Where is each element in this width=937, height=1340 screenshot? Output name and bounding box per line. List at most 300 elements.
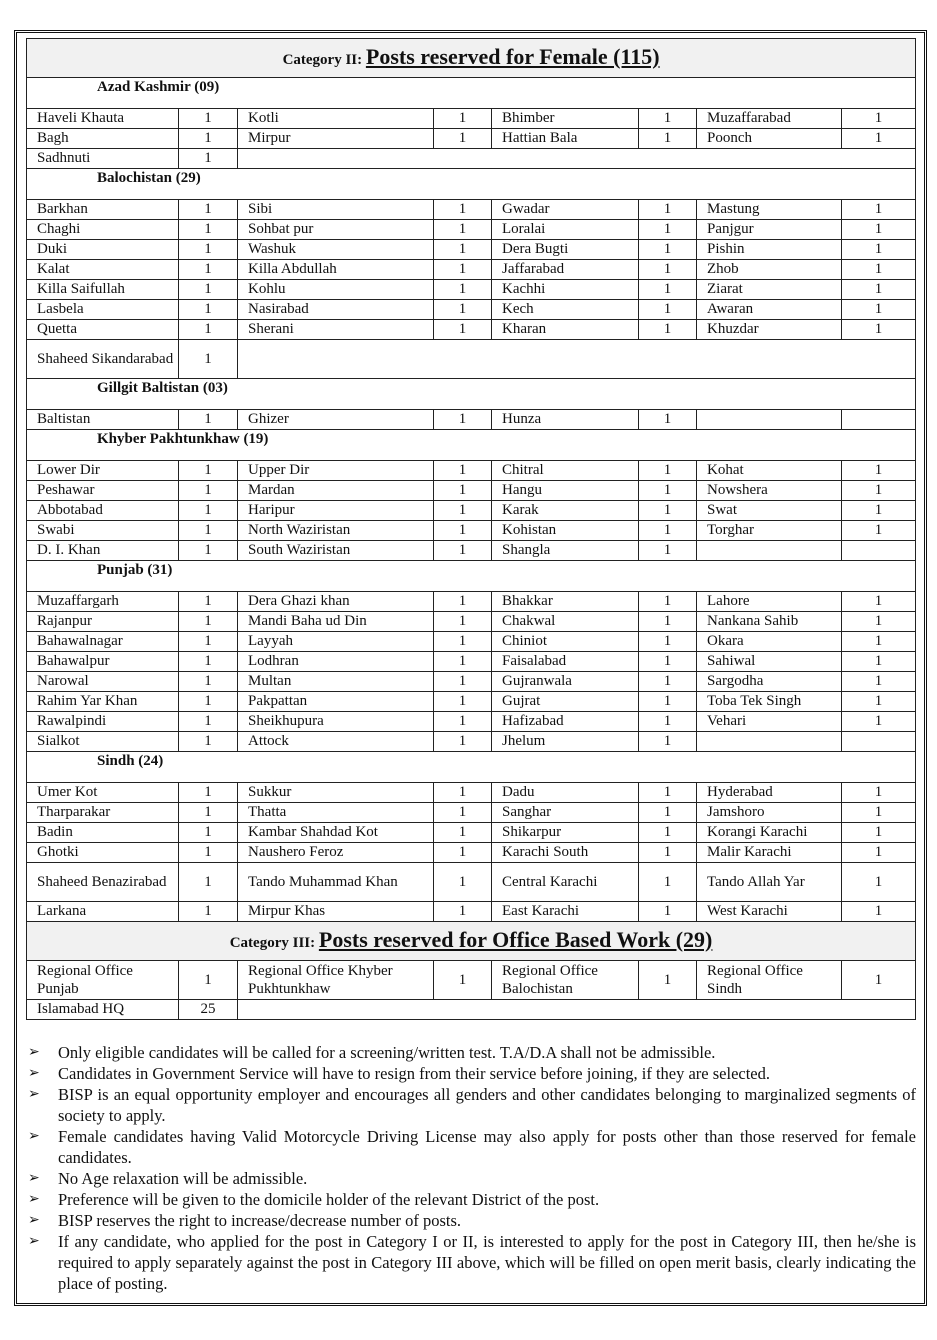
post-count: 1 <box>639 592 697 612</box>
post-count: 1 <box>179 541 238 561</box>
post-count: 1 <box>179 712 238 732</box>
district-name: Sargodha <box>697 672 842 692</box>
notes-list <box>28 1042 916 1294</box>
note-item <box>28 1210 916 1231</box>
arrow-bullet-icon: ➢ <box>28 1128 40 1144</box>
post-count: 1 <box>434 712 492 732</box>
note-text: Female candidates having Valid Motorcycle Driving License may also apply for posts other than those reserved for female candidates. <box>58 1127 916 1167</box>
post-count: 1 <box>639 902 697 922</box>
category-label: Category II: <box>282 51 366 68</box>
post-count: 1 <box>179 149 238 169</box>
post-count: 1 <box>434 592 492 612</box>
district-name: North Waziristan <box>238 521 434 541</box>
table-row <box>27 129 916 149</box>
note-text: No Age relaxation will be admissible. <box>58 1169 308 1188</box>
district-name: Sialkot <box>27 732 179 752</box>
district-name: Sherani <box>238 320 434 340</box>
table-row <box>27 612 916 632</box>
post-count: 1 <box>639 200 697 220</box>
table-row <box>27 521 916 541</box>
post-count: 1 <box>434 200 492 220</box>
district-name: Khuzdar <box>697 320 842 340</box>
post-count: 1 <box>434 843 492 863</box>
post-count: 1 <box>179 672 238 692</box>
province-header <box>27 752 916 783</box>
district-name: Baltistan <box>27 410 179 430</box>
district-name: Kalat <box>27 260 179 280</box>
post-count: 1 <box>434 632 492 652</box>
district-name: Badin <box>27 823 179 843</box>
post-count: 1 <box>179 320 238 340</box>
post-count: 1 <box>434 109 492 129</box>
district-name: Regional Office Sindh <box>697 961 842 1000</box>
post-count: 1 <box>434 612 492 632</box>
category-title: Posts reserved for Female (115) <box>365 43 660 69</box>
district-name: Barkhan <box>27 200 179 220</box>
note-item <box>28 1126 916 1168</box>
district-name: Pakpattan <box>238 692 434 712</box>
post-count: 1 <box>434 823 492 843</box>
post-count: 1 <box>179 220 238 240</box>
post-count: 1 <box>434 541 492 561</box>
post-count: 1 <box>179 632 238 652</box>
district-name: Mandi Baha ud Din <box>238 612 434 632</box>
district-name: Quetta <box>27 320 179 340</box>
district-name: Duki <box>27 240 179 260</box>
table-row <box>27 149 916 169</box>
district-name: Awaran <box>697 300 842 320</box>
post-count: 1 <box>639 481 697 501</box>
province-header <box>27 78 916 109</box>
district-name: Gwadar <box>492 200 639 220</box>
post-count: 1 <box>639 129 697 149</box>
post-count: 1 <box>434 461 492 481</box>
post-count: 1 <box>842 260 916 280</box>
post-count: 1 <box>179 129 238 149</box>
district-name: Sanghar <box>492 803 639 823</box>
post-count: 1 <box>179 260 238 280</box>
post-count: 1 <box>434 501 492 521</box>
district-name: Chakwal <box>492 612 639 632</box>
district-name: Hafizabad <box>492 712 639 732</box>
district-name: Umer Kot <box>27 783 179 803</box>
post-count: 1 <box>639 320 697 340</box>
post-count <box>842 732 916 752</box>
district-name: Zhob <box>697 260 842 280</box>
note-item <box>28 1168 916 1189</box>
district-name: Bahawalpur <box>27 652 179 672</box>
post-count: 1 <box>639 260 697 280</box>
district-name: Tharparakar <box>27 803 179 823</box>
table-row <box>27 672 916 692</box>
district-name: Sibi <box>238 200 434 220</box>
table-row <box>27 200 916 220</box>
post-count: 1 <box>639 410 697 430</box>
post-count: 1 <box>179 109 238 129</box>
post-count: 1 <box>842 129 916 149</box>
category-title: Posts reserved for Office Based Work (29) <box>318 926 713 952</box>
post-count: 1 <box>842 632 916 652</box>
district-name: Dera Ghazi khan <box>238 592 434 612</box>
post-count: 1 <box>434 481 492 501</box>
post-count: 1 <box>639 692 697 712</box>
post-count: 25 <box>179 1000 238 1020</box>
post-count: 1 <box>434 410 492 430</box>
post-count: 1 <box>434 320 492 340</box>
post-count <box>842 541 916 561</box>
province-name-balochistan-29: Balochistan (29) <box>27 169 916 200</box>
post-count: 1 <box>842 461 916 481</box>
district-name: Kachhi <box>492 280 639 300</box>
post-count: 1 <box>434 803 492 823</box>
district-name <box>697 410 842 430</box>
post-count: 1 <box>639 220 697 240</box>
note-text: Preference will be given to the domicile holder of the relevant District of the post. <box>58 1190 600 1209</box>
district-name <box>697 732 842 752</box>
post-count: 1 <box>639 300 697 320</box>
table-row <box>27 732 916 752</box>
table-row <box>27 541 916 561</box>
post-count: 1 <box>179 200 238 220</box>
posts-document <box>26 38 915 1020</box>
post-count: 1 <box>842 902 916 922</box>
district-name: Shikarpur <box>492 823 639 843</box>
post-count: 1 <box>842 783 916 803</box>
district-name: Layyah <box>238 632 434 652</box>
post-count: 1 <box>179 803 238 823</box>
table-row <box>27 320 916 340</box>
district-name: Kohistan <box>492 521 639 541</box>
district-name: Gujranwala <box>492 672 639 692</box>
post-count: 1 <box>179 501 238 521</box>
post-count: 1 <box>179 521 238 541</box>
province-header <box>27 561 916 592</box>
district-name: Attock <box>238 732 434 752</box>
post-count: 1 <box>434 732 492 752</box>
post-count: 1 <box>434 672 492 692</box>
table-row <box>27 803 916 823</box>
district-name: South Waziristan <box>238 541 434 561</box>
note-item <box>28 1084 916 1126</box>
district-name: Kech <box>492 300 639 320</box>
district-name: Kharan <box>492 320 639 340</box>
district-name: Pishin <box>697 240 842 260</box>
district-name: Naushero Feroz <box>238 843 434 863</box>
table-row <box>27 632 916 652</box>
district-name: Swat <box>697 501 842 521</box>
district-name: Rajanpur <box>27 612 179 632</box>
table-row <box>27 823 916 843</box>
district-name: Narowal <box>27 672 179 692</box>
district-name: Poonch <box>697 129 842 149</box>
district-name: Korangi Karachi <box>697 823 842 843</box>
table-row <box>27 410 916 430</box>
district-name: Toba Tek Singh <box>697 692 842 712</box>
table-row <box>27 902 916 922</box>
category-ii-header <box>27 39 916 78</box>
district-name: Kohat <box>697 461 842 481</box>
arrow-bullet-icon: ➢ <box>28 1065 40 1081</box>
district-name: Upper Dir <box>238 461 434 481</box>
post-count: 1 <box>639 280 697 300</box>
district-name: Rahim Yar Khan <box>27 692 179 712</box>
category-label: Category III: <box>229 934 319 951</box>
post-count: 1 <box>179 823 238 843</box>
district-name: Mardan <box>238 481 434 501</box>
post-count: 1 <box>179 863 238 902</box>
post-count: 1 <box>434 280 492 300</box>
district-name: Shaheed Benazirabad <box>27 863 179 902</box>
posts-table <box>26 38 916 1020</box>
note-item <box>28 1063 916 1084</box>
district-name: Ziarat <box>697 280 842 300</box>
district-name: Central Karachi <box>492 863 639 902</box>
post-count <box>842 410 916 430</box>
province-name-gillgit-baltistan-03: Gillgit Baltistan (03) <box>27 379 916 410</box>
post-count: 1 <box>639 783 697 803</box>
district-name: East Karachi <box>492 902 639 922</box>
note-text: Candidates in Government Service will have to resign from their service before joining, if they are selected. <box>58 1064 771 1083</box>
district-name: Lahore <box>697 592 842 612</box>
post-count: 1 <box>434 961 492 1000</box>
district-name: Regional Office Punjab <box>27 961 179 1000</box>
post-count: 1 <box>639 521 697 541</box>
district-name: Islamabad HQ <box>27 1000 179 1020</box>
post-count: 1 <box>179 280 238 300</box>
post-count: 1 <box>434 300 492 320</box>
post-count: 1 <box>434 260 492 280</box>
post-count: 1 <box>842 863 916 902</box>
table-row <box>27 461 916 481</box>
post-count: 1 <box>179 410 238 430</box>
table-row <box>27 260 916 280</box>
table-row <box>27 340 916 379</box>
district-name: Tando Allah Yar <box>697 863 842 902</box>
post-count: 1 <box>639 803 697 823</box>
district-name: Bagh <box>27 129 179 149</box>
post-count: 1 <box>179 652 238 672</box>
empty-cell <box>238 1000 916 1020</box>
post-count: 1 <box>639 823 697 843</box>
district-name: Okara <box>697 632 842 652</box>
province-name-punjab-31: Punjab (31) <box>27 561 916 592</box>
post-count: 1 <box>639 461 697 481</box>
district-name: Loralai <box>492 220 639 240</box>
district-name: Jaffarabad <box>492 260 639 280</box>
category-iii-header <box>27 922 916 961</box>
note-item <box>28 1189 916 1210</box>
post-count: 1 <box>639 541 697 561</box>
table-row <box>27 712 916 732</box>
district-name: Regional Office Balochistan <box>492 961 639 1000</box>
district-name: Abbotabad <box>27 501 179 521</box>
district-name: Mirpur Khas <box>238 902 434 922</box>
district-name: West Karachi <box>697 902 842 922</box>
post-count: 1 <box>842 843 916 863</box>
arrow-bullet-icon: ➢ <box>28 1086 40 1102</box>
district-name: Killa Abdullah <box>238 260 434 280</box>
district-name: Jhelum <box>492 732 639 752</box>
post-count: 1 <box>179 240 238 260</box>
district-name: Sohbat pur <box>238 220 434 240</box>
post-count: 1 <box>179 592 238 612</box>
post-count: 1 <box>179 902 238 922</box>
post-count: 1 <box>434 863 492 902</box>
note-text: BISP is an equal opportunity employer and encourages all genders and other candidates belonging to marginalized segments of society to apply. <box>58 1085 916 1125</box>
post-count: 1 <box>842 240 916 260</box>
post-count: 1 <box>434 902 492 922</box>
note-item <box>28 1042 916 1063</box>
arrow-bullet-icon: ➢ <box>28 1212 40 1228</box>
district-name: Hangu <box>492 481 639 501</box>
district-name: Karak <box>492 501 639 521</box>
district-name: Karachi South <box>492 843 639 863</box>
district-name: Thatta <box>238 803 434 823</box>
district-name: Chaghi <box>27 220 179 240</box>
post-count: 1 <box>639 632 697 652</box>
district-name: Bhimber <box>492 109 639 129</box>
post-count: 1 <box>639 109 697 129</box>
post-count: 1 <box>842 320 916 340</box>
table-row <box>27 240 916 260</box>
post-count: 1 <box>842 220 916 240</box>
district-name: Dera Bugti <box>492 240 639 260</box>
district-name: Panjgur <box>697 220 842 240</box>
province-header <box>27 379 916 410</box>
arrow-bullet-icon: ➢ <box>28 1191 40 1207</box>
post-count: 1 <box>434 692 492 712</box>
district-name: Chitral <box>492 461 639 481</box>
district-name: Sukkur <box>238 783 434 803</box>
table-row <box>27 501 916 521</box>
arrow-bullet-icon: ➢ <box>28 1233 40 1249</box>
district-name: Vehari <box>697 712 842 732</box>
district-name: Kambar Shahdad Kot <box>238 823 434 843</box>
post-count: 1 <box>639 863 697 902</box>
post-count: 1 <box>842 521 916 541</box>
district-name: Malir Karachi <box>697 843 842 863</box>
post-count: 1 <box>842 300 916 320</box>
district-name: Haripur <box>238 501 434 521</box>
table-row <box>27 843 916 863</box>
post-count: 1 <box>842 612 916 632</box>
post-count: 1 <box>639 961 697 1000</box>
post-count: 1 <box>639 501 697 521</box>
table-row <box>27 592 916 612</box>
post-count: 1 <box>842 672 916 692</box>
post-count: 1 <box>639 612 697 632</box>
table-row <box>27 280 916 300</box>
post-count: 1 <box>434 240 492 260</box>
district-name: Rawalpindi <box>27 712 179 732</box>
district-name: Faisalabad <box>492 652 639 672</box>
district-name: Shangla <box>492 541 639 561</box>
district-name: Larkana <box>27 902 179 922</box>
post-count: 1 <box>639 240 697 260</box>
arrow-bullet-icon: ➢ <box>28 1044 40 1060</box>
table-row <box>27 481 916 501</box>
district-name: Mastung <box>697 200 842 220</box>
post-count: 1 <box>179 783 238 803</box>
district-name: Lower Dir <box>27 461 179 481</box>
post-count: 1 <box>434 220 492 240</box>
district-name: Swabi <box>27 521 179 541</box>
district-name: Hyderabad <box>697 783 842 803</box>
post-count: 1 <box>842 652 916 672</box>
district-name: Tando Muhammad Khan <box>238 863 434 902</box>
district-name: Kotli <box>238 109 434 129</box>
district-name: Bhakkar <box>492 592 639 612</box>
post-count: 1 <box>434 652 492 672</box>
post-count: 1 <box>842 109 916 129</box>
district-name: Chiniot <box>492 632 639 652</box>
district-name: Nankana Sahib <box>697 612 842 632</box>
table-row <box>27 109 916 129</box>
table-row <box>27 961 916 1000</box>
district-name: Multan <box>238 672 434 692</box>
post-count: 1 <box>842 481 916 501</box>
post-count: 1 <box>842 803 916 823</box>
district-name: Killa Saifullah <box>27 280 179 300</box>
district-name: Lasbela <box>27 300 179 320</box>
post-count: 1 <box>639 712 697 732</box>
note-text: If any candidate, who applied for the post in Category I or II, is interested to apply for the post in Category III, then he/she is required to apply separately against the post in Category III above, which will be filled on open merit basis, clearly indicating the place of posting. <box>58 1232 916 1293</box>
post-count: 1 <box>842 501 916 521</box>
post-count: 1 <box>639 652 697 672</box>
table-row <box>27 300 916 320</box>
district-name: Bahawalnagar <box>27 632 179 652</box>
district-name: Peshawar <box>27 481 179 501</box>
district-name: Washuk <box>238 240 434 260</box>
empty-cell <box>238 149 916 169</box>
province-header <box>27 169 916 200</box>
post-count: 1 <box>842 961 916 1000</box>
post-count: 1 <box>639 843 697 863</box>
post-count: 1 <box>842 280 916 300</box>
district-name: Shaheed Sikandarabad <box>27 340 179 379</box>
district-name: Nowshera <box>697 481 842 501</box>
district-name: Hunza <box>492 410 639 430</box>
post-count: 1 <box>639 672 697 692</box>
post-count: 1 <box>179 481 238 501</box>
post-count: 1 <box>179 692 238 712</box>
table-row <box>27 1000 916 1020</box>
post-count: 1 <box>842 592 916 612</box>
post-count: 1 <box>842 692 916 712</box>
post-count: 1 <box>842 712 916 732</box>
district-name <box>697 541 842 561</box>
note-item <box>28 1231 916 1294</box>
post-count: 1 <box>842 200 916 220</box>
note-text: Only eligible candidates will be called for a screening/written test. T.A/D.A shall not be admissible. <box>58 1043 716 1062</box>
district-name: Lodhran <box>238 652 434 672</box>
post-count: 1 <box>434 129 492 149</box>
post-count: 1 <box>179 461 238 481</box>
post-count: 1 <box>179 340 238 379</box>
post-count: 1 <box>434 521 492 541</box>
post-count: 1 <box>179 612 238 632</box>
table-row <box>27 692 916 712</box>
district-name: Regional Office Khyber Pukhtunkhaw <box>238 961 434 1000</box>
arrow-bullet-icon: ➢ <box>28 1170 40 1186</box>
district-name: Sahiwal <box>697 652 842 672</box>
district-name: Muzaffarabad <box>697 109 842 129</box>
province-name-khyber-pakhtunkhaw-19: Khyber Pakhtunkhaw (19) <box>27 430 916 461</box>
district-name: Haveli Khauta <box>27 109 179 129</box>
post-count: 1 <box>179 732 238 752</box>
district-name: Gujrat <box>492 692 639 712</box>
table-row <box>27 220 916 240</box>
